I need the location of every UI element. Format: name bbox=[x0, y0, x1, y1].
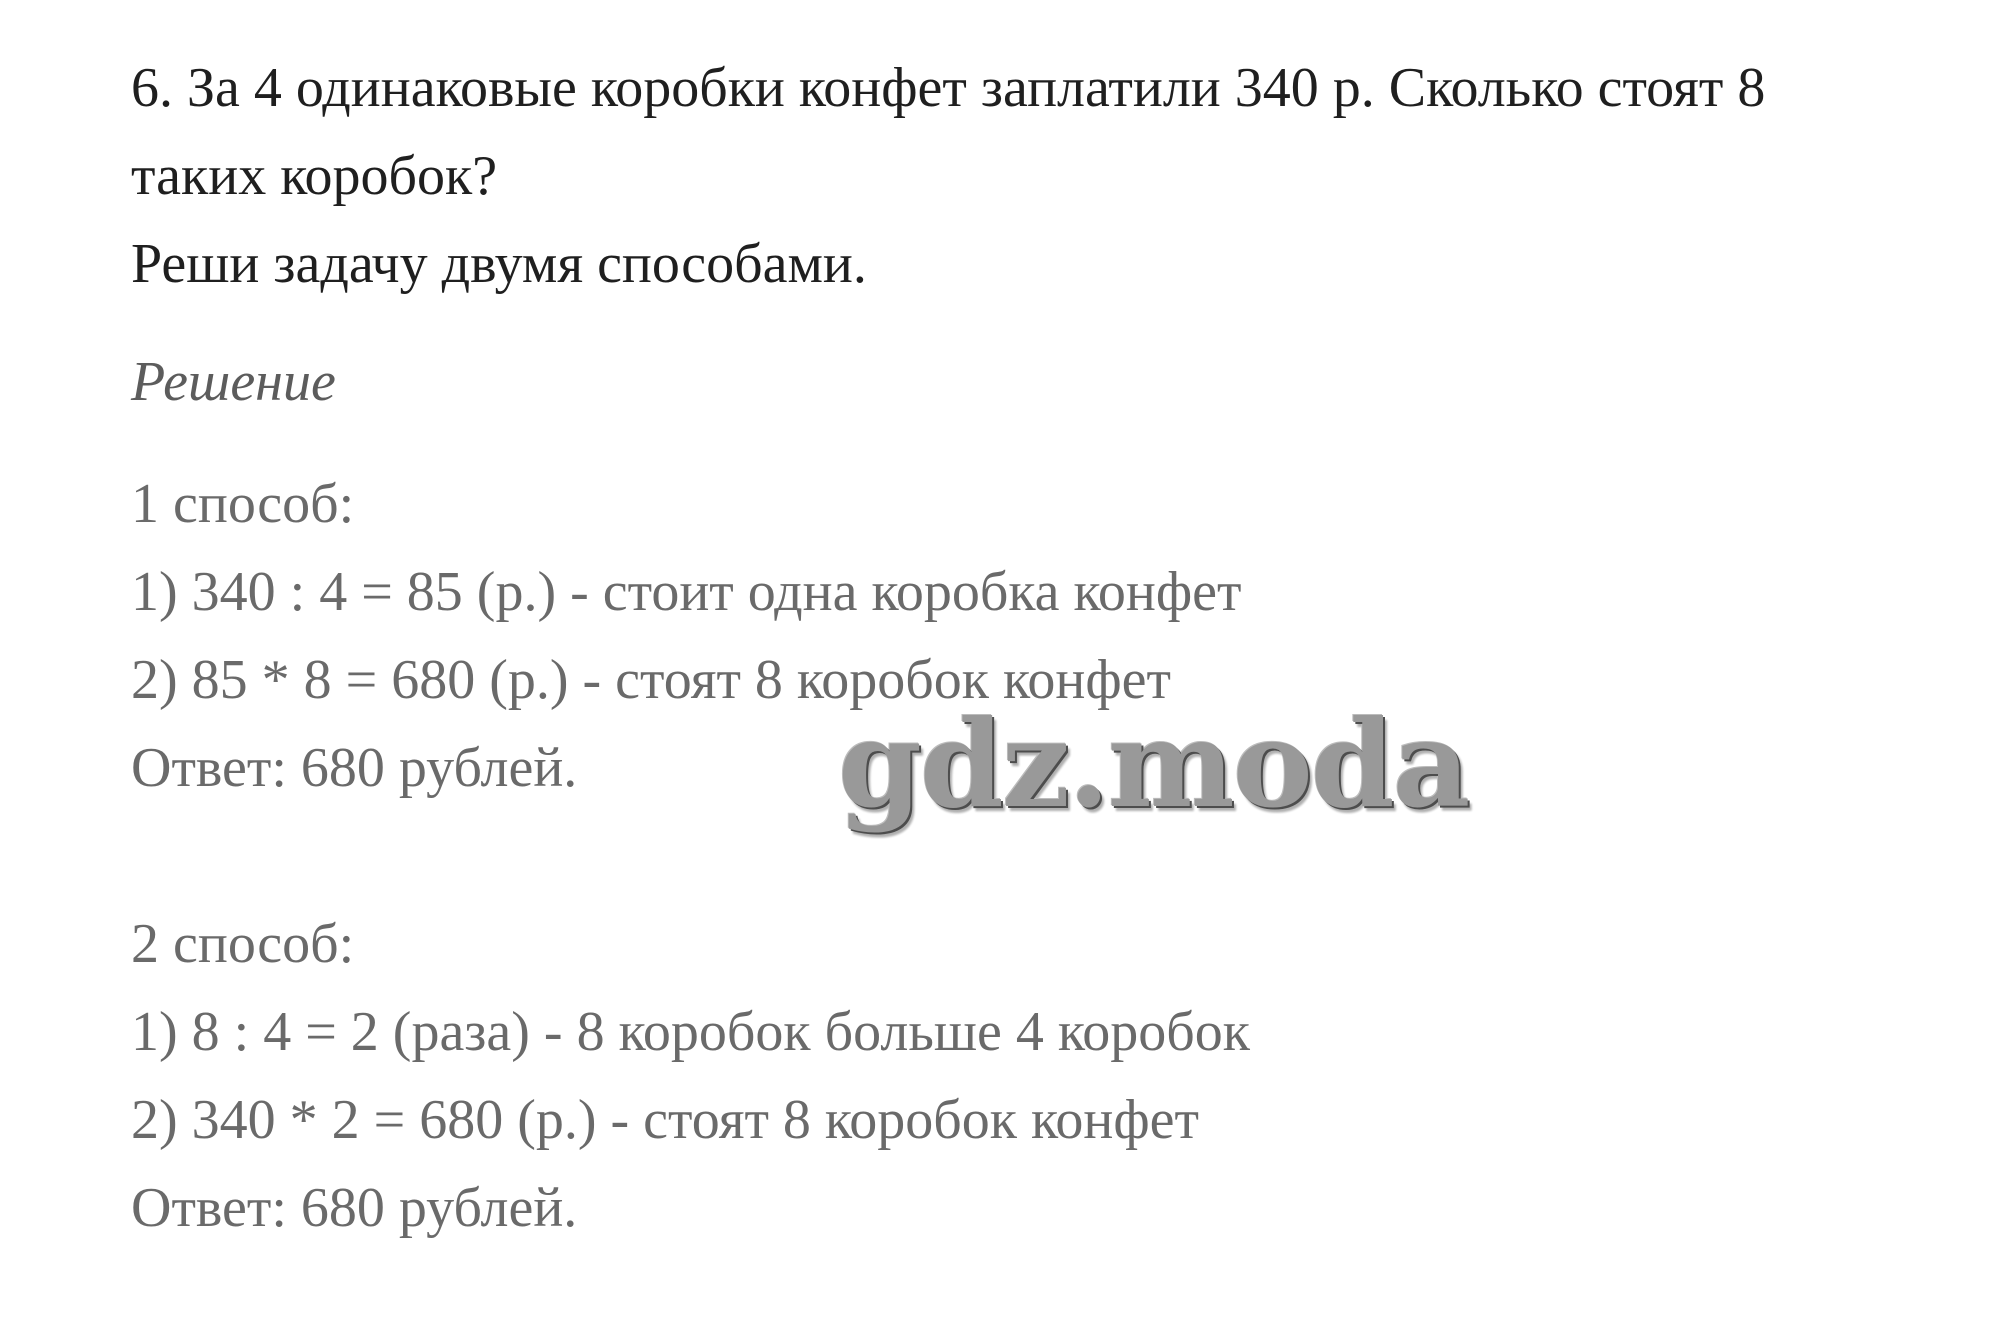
method-2-step-2: 2) 340 * 2 = 680 (р.) - стоят 8 коробок конфет bbox=[131, 1089, 1199, 1151]
problem-line-1: 6. За 4 одинаковые коробки конфет заплатили 340 р. Сколько стоят 8 bbox=[131, 57, 1766, 119]
solution-heading: Решение bbox=[131, 351, 336, 413]
method-2-title: 2 способ: bbox=[131, 913, 355, 975]
problem-line-2: таких коробок? bbox=[131, 145, 498, 207]
method-1-step-2: 2) 85 * 8 = 680 (р.) - стоят 8 коробок конфет bbox=[131, 649, 1171, 711]
method-1-title: 1 способ: bbox=[131, 473, 355, 535]
problem-instruction: Реши задачу двумя способами. bbox=[131, 233, 867, 295]
method-2-step-1: 1) 8 : 4 = 2 (раза) - 8 коробок больше 4 коробок bbox=[131, 1001, 1250, 1063]
method-1-answer: Ответ: 680 рублей. bbox=[131, 737, 578, 799]
method-2-answer: Ответ: 680 рублей. bbox=[131, 1177, 578, 1239]
watermark-logo: gdz.moda bbox=[838, 694, 1469, 835]
method-1-step-1: 1) 340 : 4 = 85 (р.) - стоит одна коробка конфет bbox=[131, 561, 1242, 623]
